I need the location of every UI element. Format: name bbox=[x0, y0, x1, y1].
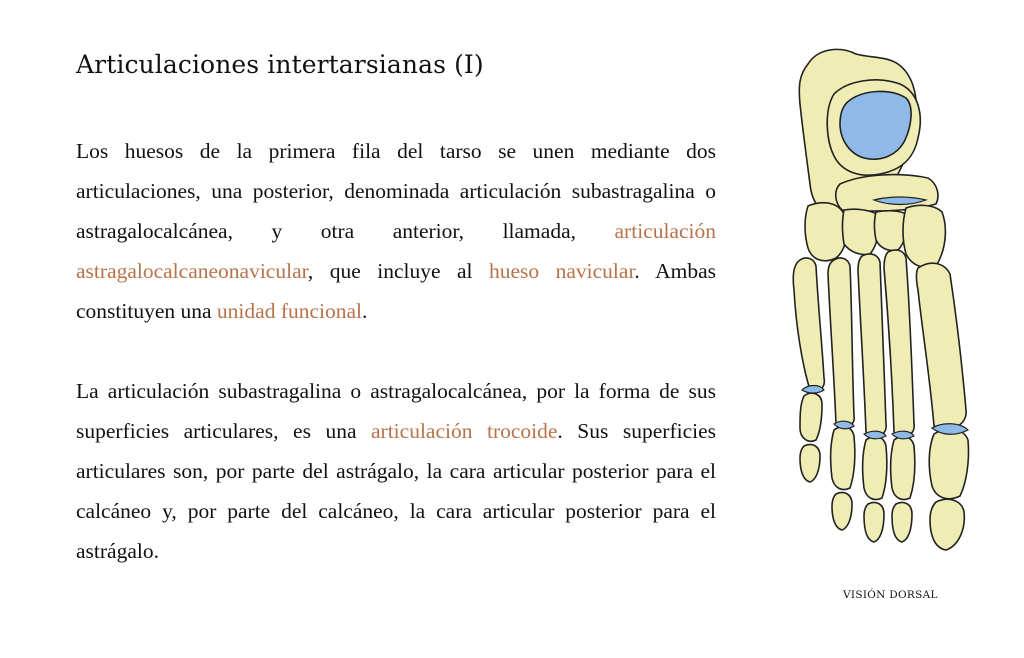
phalanx-toe4-distal bbox=[832, 492, 852, 530]
foot-bones-dorsal-illustration bbox=[778, 44, 978, 564]
figure-caption: VISIÓN DORSAL bbox=[843, 589, 938, 601]
page-title: Articulaciones intertarsianas (I) bbox=[76, 50, 484, 79]
link-astragalocalcaneonavicular[interactable]: articulación astragalocalcaneonavicular bbox=[76, 219, 716, 283]
cuneiform-lateral bbox=[843, 209, 879, 254]
p1-text-1: Los huesos de la primera fila del tarso se unen mediante dos articulaciones, una posterior, denominada articulación subastragalina o astragalocalcánea, y otra anterior, llamada, bbox=[76, 139, 716, 243]
phalanx-toe5-proximal bbox=[800, 393, 822, 441]
phalanx-toe3-distal bbox=[864, 502, 884, 542]
phalanx-toe3-proximal bbox=[863, 437, 887, 500]
metatarsal-1 bbox=[917, 263, 967, 429]
phalanx-toe4-proximal bbox=[831, 427, 855, 490]
articular-surface-toe3 bbox=[864, 431, 886, 439]
cuboid-bone bbox=[805, 203, 847, 261]
articular-surface-toe2 bbox=[892, 431, 914, 439]
paragraph-subastragalina bbox=[76, 371, 716, 571]
p1-text-4: . bbox=[362, 299, 368, 323]
metatarsal-4 bbox=[828, 258, 854, 427]
metatarsal-2 bbox=[884, 250, 914, 436]
metatarsal-5 bbox=[793, 258, 824, 391]
metatarsal-3 bbox=[858, 254, 886, 436]
phalanx-toe1-proximal bbox=[929, 429, 968, 499]
phalanx-toe2-distal bbox=[892, 502, 912, 542]
link-articulacion-trocoide[interactable]: articulación trocoide bbox=[371, 419, 558, 443]
cuneiform-medial bbox=[903, 205, 945, 267]
phalanx-toe5-distal bbox=[800, 444, 820, 482]
p2-text-1: La articulación subastragalina o astragalocalcánea, por la forma de sus superficies articulares, es una bbox=[76, 379, 716, 443]
p1-text-3: . Ambas constituyen una bbox=[76, 259, 716, 323]
articular-surface-toe5 bbox=[802, 386, 824, 394]
p2-text-2: . Sus superficies articulares son, por parte del astrágalo, la cara articular posterior para el calcáneo y, por parte del calcáneo, la cara articular posterior para el astrágalo. bbox=[76, 419, 717, 563]
phalanx-toe1-distal bbox=[930, 499, 964, 550]
link-unidad-funcional[interactable]: unidad funcional bbox=[216, 299, 363, 323]
link-hueso-navicular[interactable]: hueso navicular bbox=[489, 259, 635, 283]
p1-text-2: , que incluye al bbox=[307, 259, 489, 283]
phalanx-toe2-proximal bbox=[891, 437, 915, 500]
cuneiform-intermediate bbox=[875, 211, 907, 251]
paragraph-intro bbox=[76, 131, 716, 331]
